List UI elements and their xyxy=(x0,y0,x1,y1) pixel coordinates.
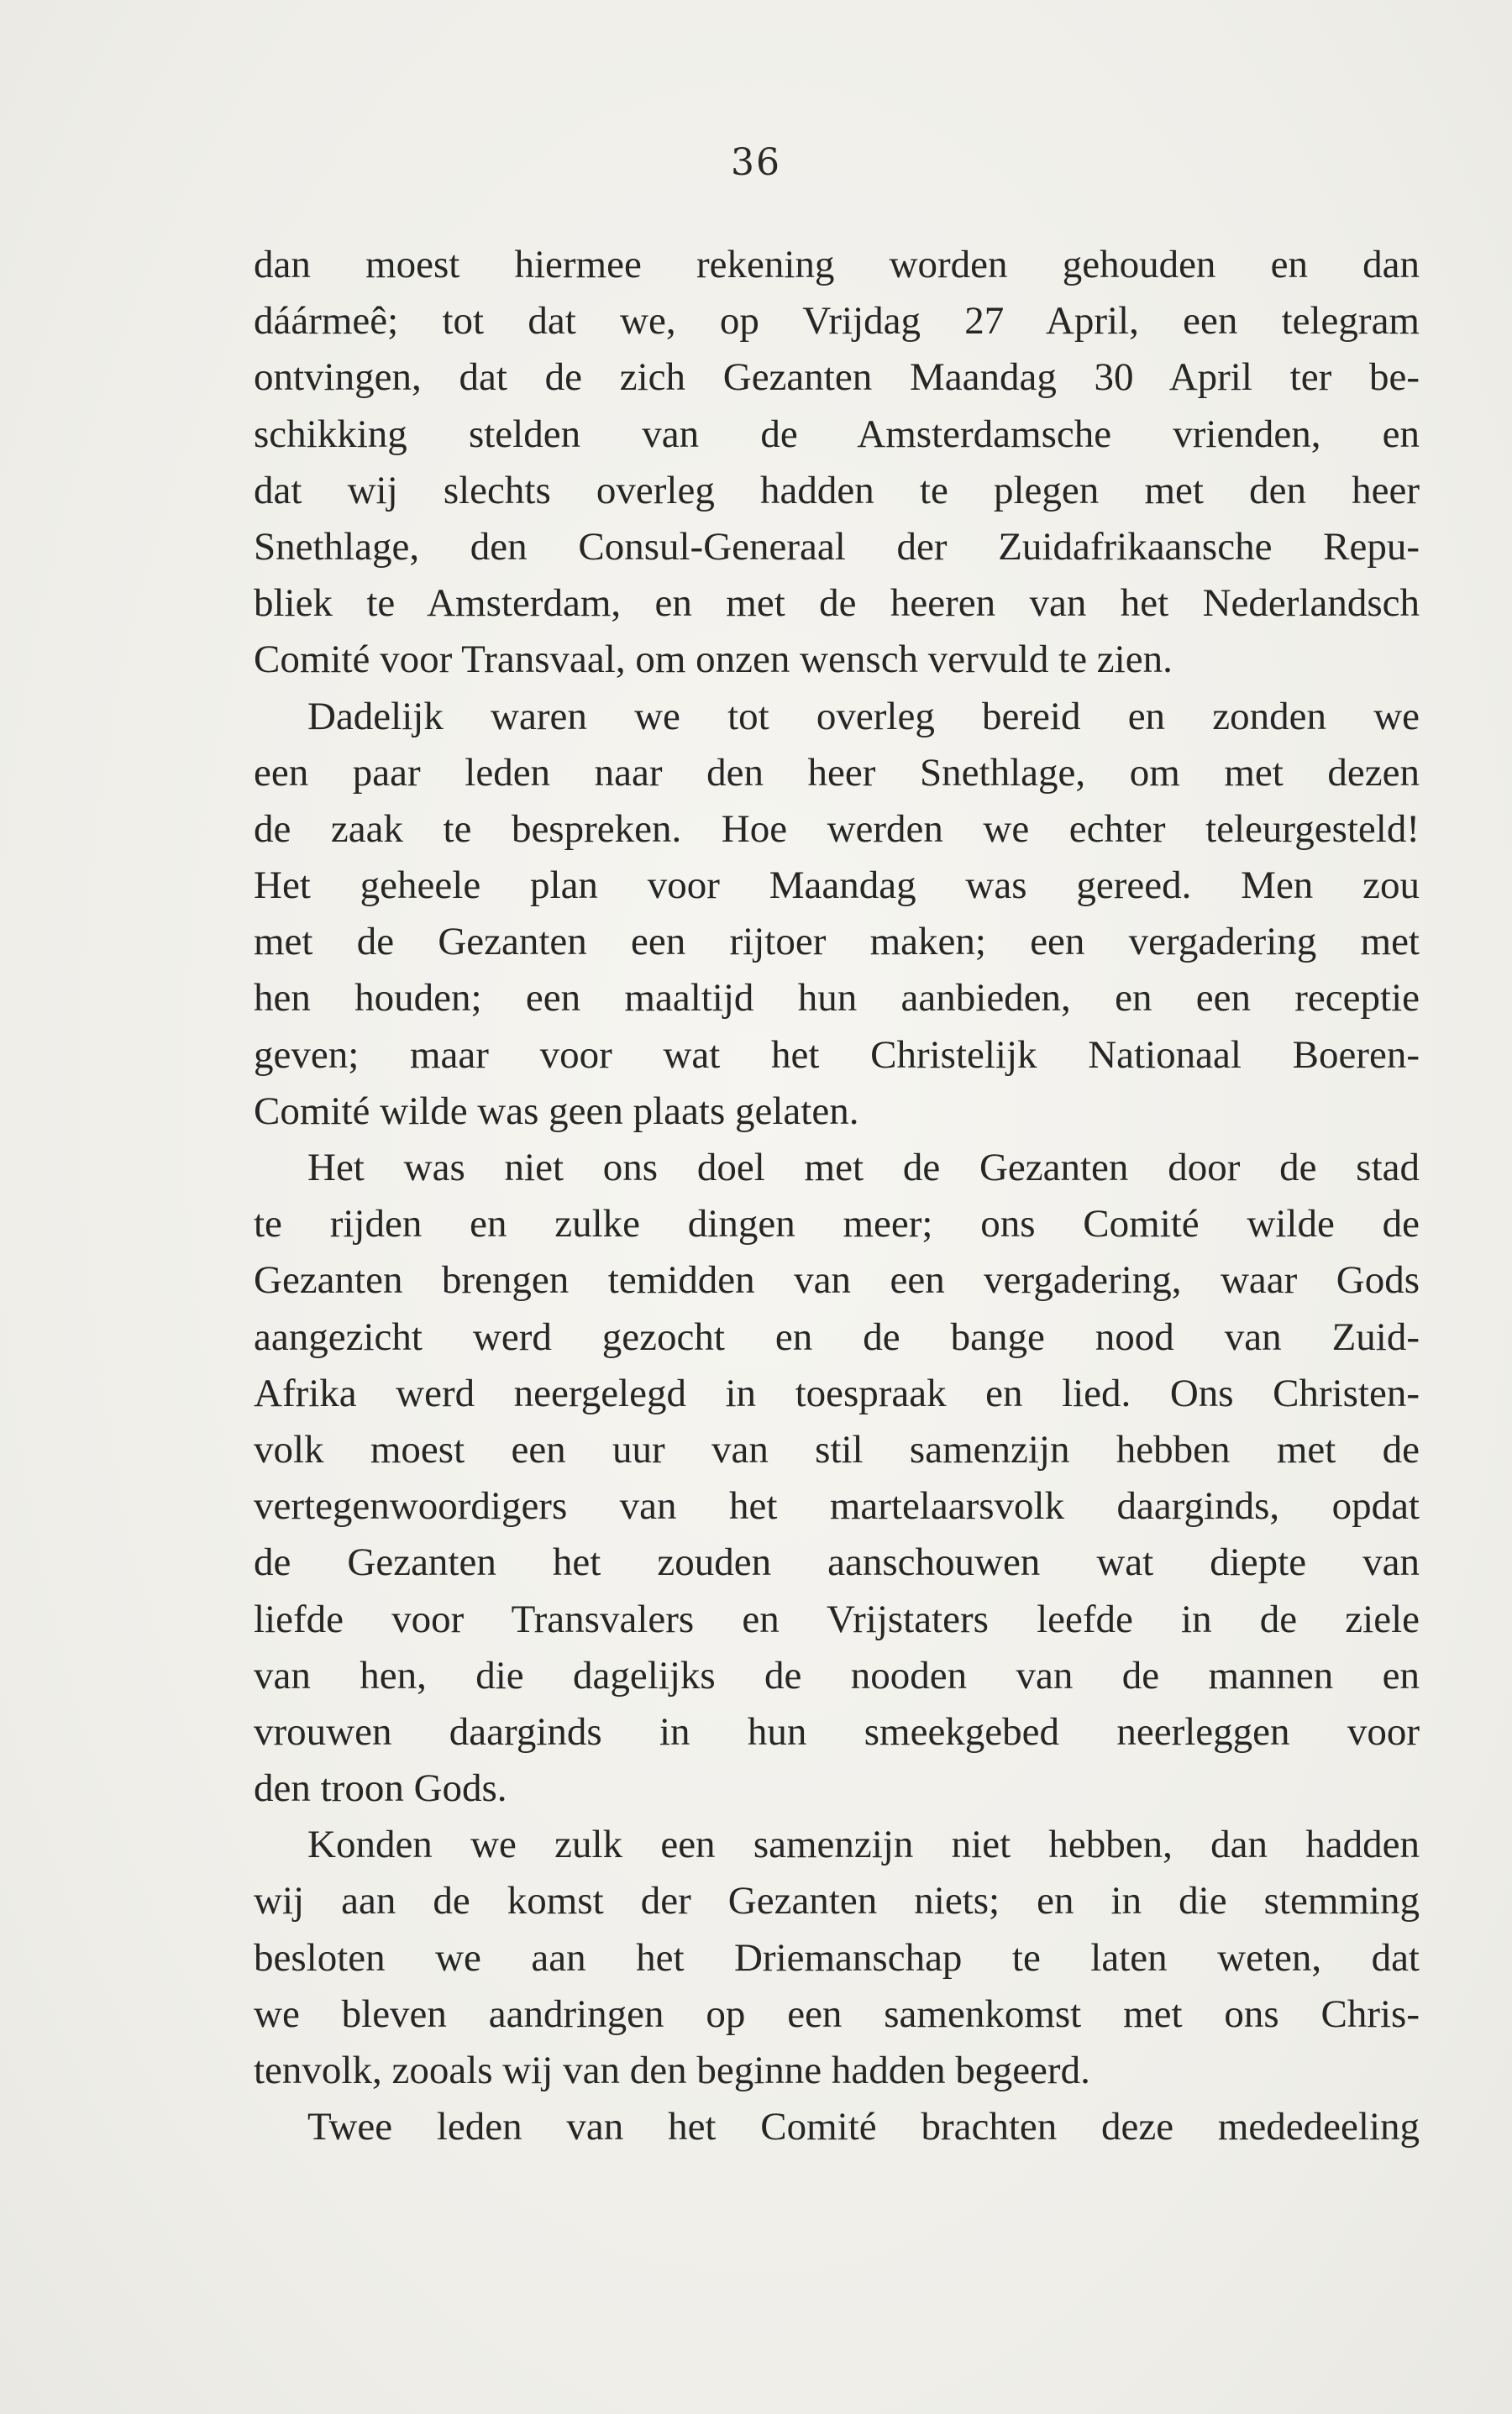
text-line: van hen, die dagelijks de nooden van de mannen en xyxy=(254,1653,1420,1698)
text-line: wij aan de komst der Gezanten niets; en in die stemming xyxy=(254,1879,1420,1923)
text-line: volk moest een uur van stil samenzijn hebben met de xyxy=(254,1427,1420,1472)
text-line: ontvingen, dat de zich Gezanten Maandag 30 April ter be- xyxy=(254,355,1420,400)
text-line: geven; maar voor wat het Christelijk Nationaal Boeren- xyxy=(254,1032,1420,1077)
text-line: Het geheele plan voor Maandag was gereed. Men zou xyxy=(254,863,1420,908)
text-line: Twee leden van het Comité brachten deze mededeeling xyxy=(307,2105,1420,2149)
text-line: Afrika werd neergelegd in toespraak en lied. Ons Christen- xyxy=(254,1371,1420,1415)
text-line: de Gezanten het zouden aanschouwen wat diepte van xyxy=(254,1540,1420,1585)
text-line: dan moest hiermee rekening worden gehouden en dan xyxy=(254,243,1420,286)
text-line: Comité voor Transvaal, om onzen wensch vervuld te zien. xyxy=(254,638,1173,682)
text-line: dat wij slechts overleg hadden te plegen met den heer xyxy=(254,468,1420,512)
page-number: 36 xyxy=(731,141,781,184)
text-line: met de Gezanten een rijtoer maken; een vergadering met xyxy=(254,920,1420,964)
text-line: vertegenwoordigers van het martelaarsvolk daarginds, opdat xyxy=(254,1484,1420,1529)
text-line: de zaak te bespreken. Hoe werden we echter teleurgesteld! xyxy=(254,806,1420,851)
text-line: besloten we aan het Driemanschap te laten weten, dat xyxy=(254,1935,1420,1980)
text-line: aangezicht werd gezocht en de bange nood van Zuid- xyxy=(254,1315,1420,1359)
text-line: hen houden; een maaltijd hun aanbieden, en een receptie xyxy=(254,976,1420,1021)
text-line: schikking stelden van de Amsterdamsche vrienden, en xyxy=(254,412,1420,456)
text-line: dáármeê; tot dat we, op Vrijdag 27 April, een telegram xyxy=(254,299,1420,344)
body-text xyxy=(254,237,1420,2155)
text-line: Dadelijk waren we tot overleg bereid en zonden we xyxy=(307,694,1420,738)
text-line: Gezanten brengen temidden van een vergadering, waar Gods xyxy=(254,1258,1420,1303)
text-line: liefde voor Transvalers en Vrijstaters leefde in de ziele xyxy=(254,1597,1420,1641)
text-line: tenvolk, zooals wij van den beginne hadden begeerd. xyxy=(254,2049,1090,2092)
text-line: we bleven aandringen op een samenkomst met ons Chris- xyxy=(254,1992,1420,2036)
text-line: Konden we zulk een samenzijn niet hebben, dan hadden xyxy=(307,1823,1420,1867)
text-line: een paar leden naar den heer Snethlage, om met dezen xyxy=(254,750,1420,795)
text-line: Snethlage, den Consul-Generaal der Zuidafrikaansche Repu- xyxy=(254,524,1420,569)
text-line: den troon Gods. xyxy=(254,1766,507,1811)
text-line: vrouwen daarginds in hun smeekgebed neerleggen voor xyxy=(254,1709,1420,1754)
text-line: bliek te Amsterdam, en met de heeren van het Nederlandsch xyxy=(254,581,1420,626)
text-line: te rijden en zulke dingen meer; ons Comité wilde de xyxy=(254,1202,1420,1246)
text-line: Het was niet ons doel met de Gezanten door de stad xyxy=(307,1146,1420,1189)
text-line: Comité wilde was geen plaats gelaten. xyxy=(254,1089,859,1133)
